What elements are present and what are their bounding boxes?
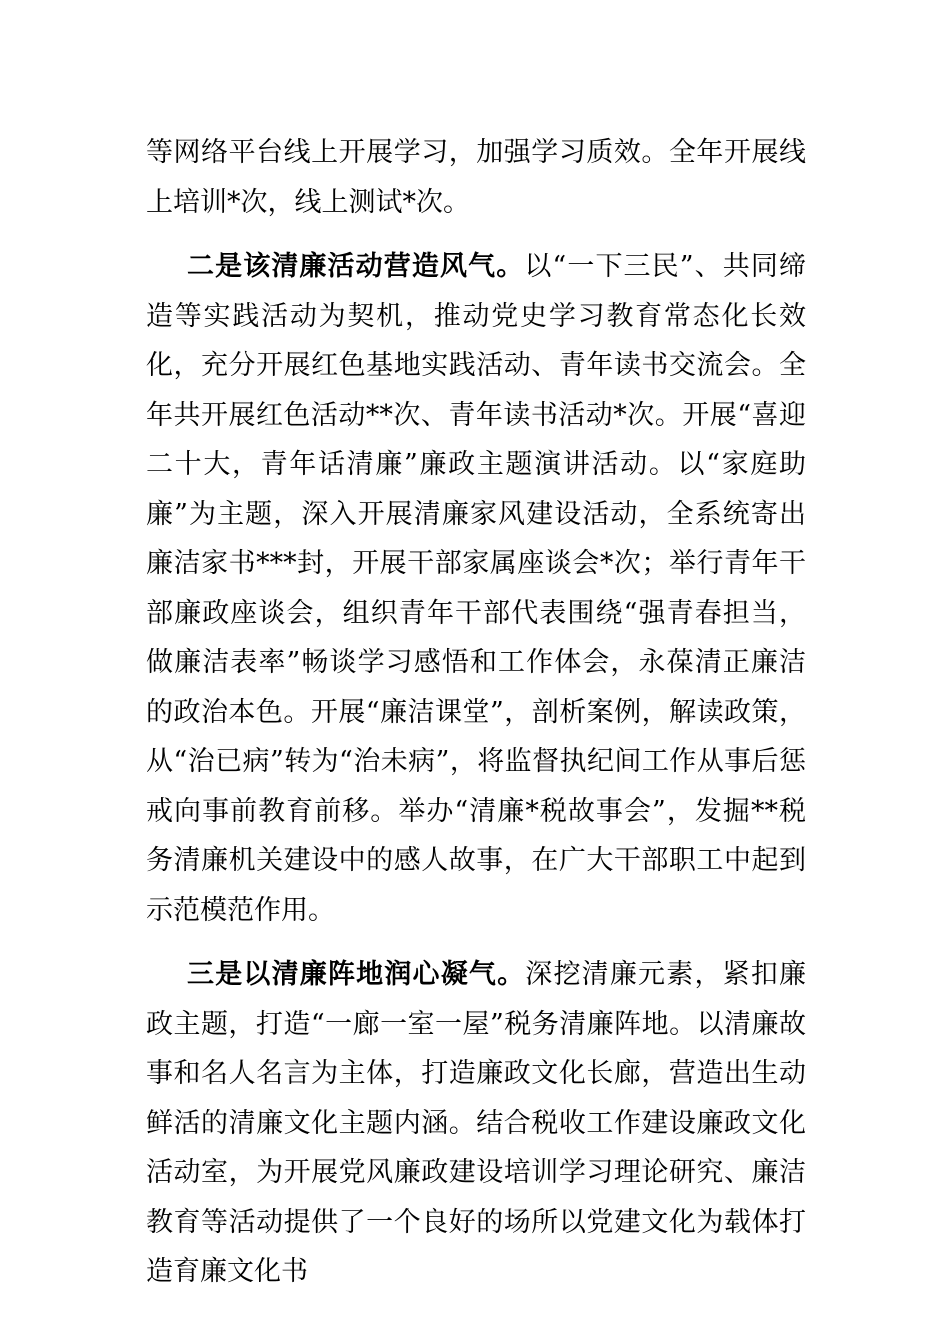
paragraph-activities [146, 242, 806, 935]
paragraph-heading: 二是该清廉活动营造风气。 [187, 251, 525, 282]
paragraph-gap [146, 227, 806, 242]
paragraph-heading: 三是以清廉阵地润心凝气。 [187, 959, 526, 990]
paragraph-continued [146, 128, 806, 227]
paragraph-positions [146, 950, 806, 1297]
paragraph-text: 深挖清廉元素，紧扣廉政主题，打造“一廊一室一屋”税务清廉阵地。以清廉故事和名人名言为主体，打造廉政文化长廊，营造出生动鲜活的清廉文化主题内涵。结合税收工作建设廉政文化活动室，为开展党风廉政建设培训学习理论研究、廉洁教育等活动提供了一个良好的场所以党建文化为载体打造育廉文化书 [146, 959, 807, 1287]
paragraph-text: 以“一下三民”、共同缔造等实践活动为契机，推动党史学习教育常态化长效化，充分开展红色基地实践活动、青年读书交流会。全年共开展红色活动**次、青年读书活动*次。开展“喜迎二十大，青年话清廉”廉政主题演讲活动。以“家庭助廉”为主题，深入开展清廉家风建设活动，全系统寄出廉洁家书***封，开展干部家属座谈会*次；举行青年干部廉政座谈会，组织青年干部代表围绕“强青春担当，做廉洁表率”畅谈学习感悟和工作体会，永葆清正廉洁的政治本色。开展“廉洁课堂”，剖析案例，解读政策，从“治已病”转为“治未病”，将监督执纪间工作从事后惩戒向事前教育前移。举办“清廉*税故事会”，发掘**税务清廉机关建设中的感人故事，在广大干部职工中起到示范模范作用。 [146, 251, 807, 926]
paragraph-gap [146, 935, 806, 950]
paragraph-text: 等网络平台线上开展学习，加强学习质效。全年开展线上培训*次，线上测试*次。 [146, 137, 806, 218]
document-body [146, 128, 806, 1297]
